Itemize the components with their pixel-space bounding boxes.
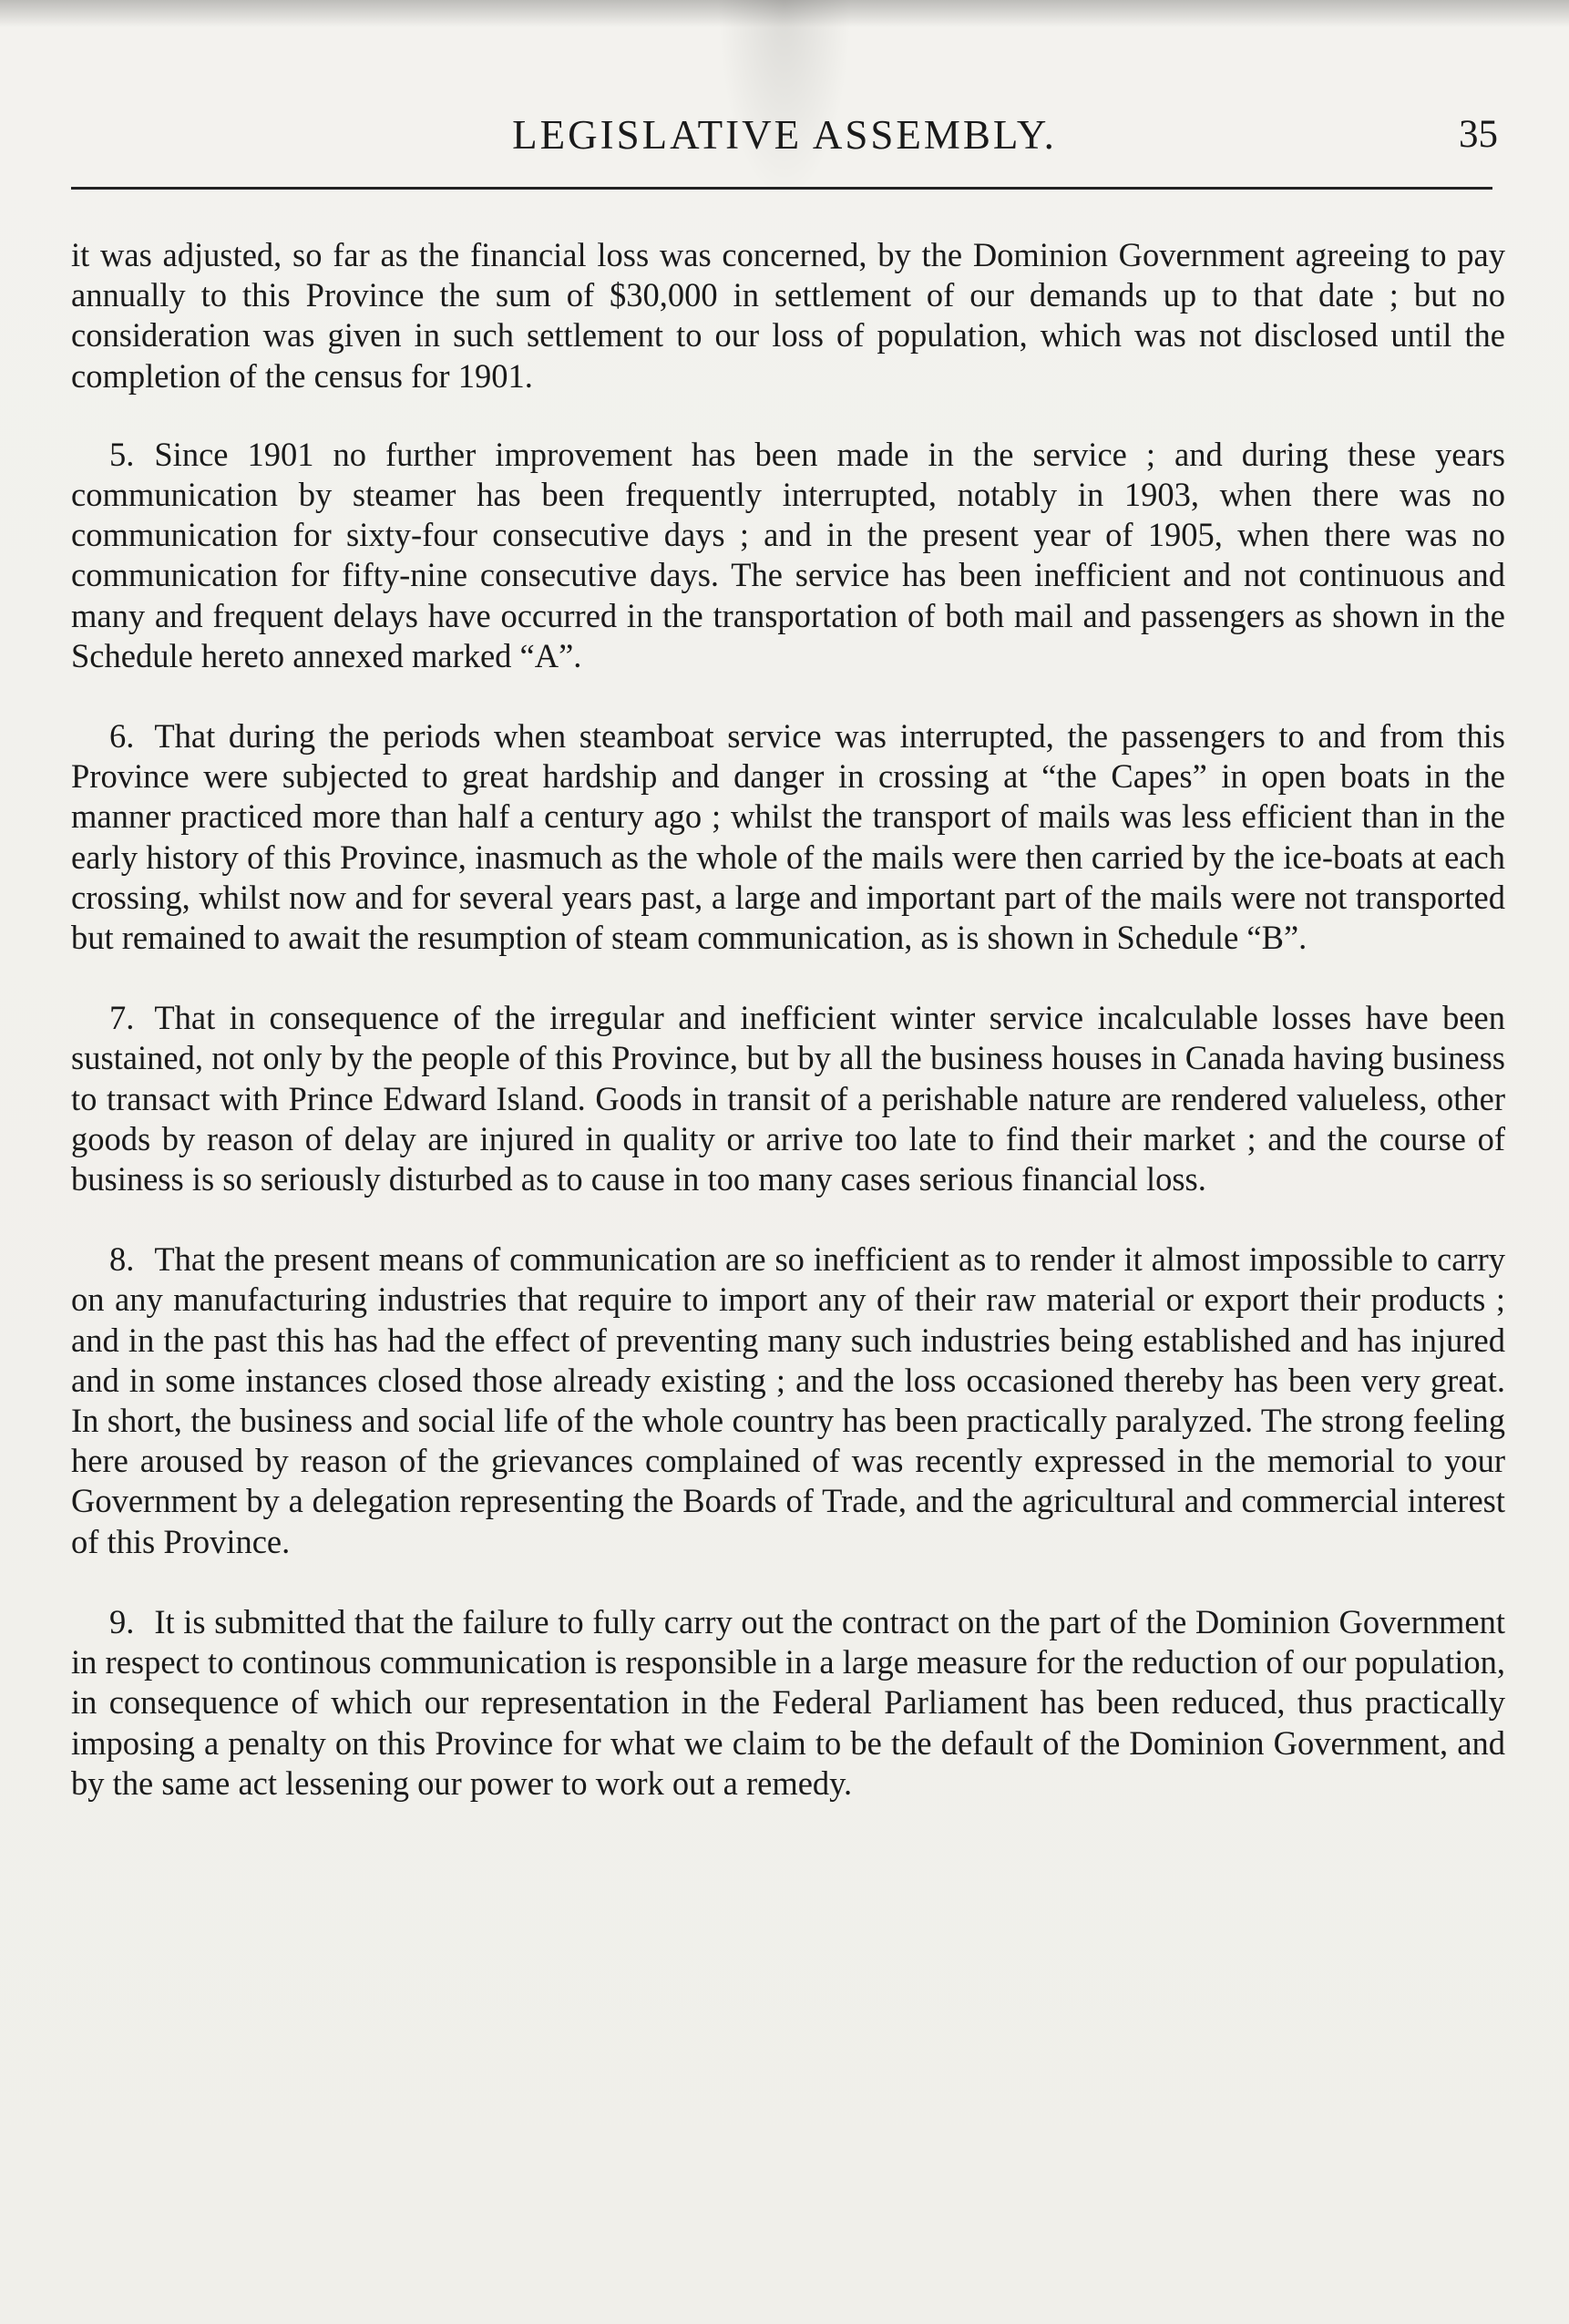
paragraph-9 <box>71 1602 1505 1804</box>
paragraph-number: 7. <box>109 999 135 1037</box>
paragraph-text: That the present means of communication are so inefficient as to render it almost impossible to carry on any manufacturing industries that require to import any of their raw material or export their products ; and in the past this has had the effect of preventing many such industries being established and has injured and in some instances closed those already existing ; and the loss occasioned thereby has been very great. In short, the business and social life of the whole country has been practically paralyzed. The strong feeling here aroused by reason of the grievances complained of was recently expressed in the memorial to your Government by a delegation representing the Boards of Trade, and the agricultural and commercial interest of this Province. <box>71 1240 1505 1560</box>
page-top-shadow <box>0 0 1569 27</box>
paragraph-8 <box>71 1239 1505 1562</box>
paragraph-text: It is submitted that the failure to fully carry out the contract on the part of the Dominion Government in respect to continous communication is responsible in a large measure for the reduction of our population, in consequence of which our representation in the Federal Parliament has been reduced, thus practically imposing a penalty on this Province for what we claim to be the default of the Dominion Government, and by the same act lessening our power to work out a remedy. <box>71 1602 1505 1802</box>
page-number: 35 <box>1459 113 1498 156</box>
paragraph-number: 8. <box>109 1240 135 1279</box>
paragraph-number: 9. <box>109 1602 135 1640</box>
paragraph-intro <box>71 235 1505 396</box>
paragraph-7 <box>71 998 1505 1199</box>
paragraph-text: That in consequence of the irregular and inefficient winter service incalculable losses have been sustained, not only by the people of this Province, but by all the business houses in Canada having business to transact with Prince Edward Island. Goods in transit of a perishable nature are rendered valueless, other goods by reason of delay are injured in quality or arrive too late to find their market ; and the course of business is so seriously disturbed as to cause in too many cases serious financial loss. <box>71 999 1505 1198</box>
document-body <box>71 235 1505 1844</box>
paragraph-5 <box>71 435 1505 676</box>
paragraph-text: That during the periods when steamboat service was interrupted, the passengers to and from this Province were subjected to great hardship and danger in crossing at “the Capes” in open boats in the manner practiced more than half a century ago ; whilst the transport of mails was less efficient than in the early history of this Province, inasmuch as the whole of the mails were then carried by the ice-boats at each crossing, whilst now and for several years past, a large and important part of the mails were not transported but remained to await the resumption of steam communication, as is shown in Schedule “B”. <box>71 717 1505 957</box>
header-rule <box>71 187 1492 190</box>
paragraph-6 <box>71 716 1505 958</box>
paragraph-number: 6. <box>109 717 135 756</box>
paragraph-text: Since 1901 no further improvement has been made in the service ; and during these years communication by steamer has been frequently interrupted, notably in 1903, when there was no communication for sixty-four consecutive days ; and in the present year of 1905, when there was no communication for fifty-nine consecutive days. The service has been inefficient and not continuous and many and frequent delays have occurred in the transportation of both mail and passengers as shown in the Schedule hereto annexed marked “A”. <box>71 435 1505 674</box>
paragraph-text: it was adjusted, so far as the financial loss was concerned, by the Dominion Government agreeing to pay annually to this Province the sum of $30,000 in settlement of our demands up to that date ; but no consideration was given in such settlement to our loss of population, which was not disclosed until the completion of the census for 1901. <box>71 236 1505 395</box>
paragraph-number: 5. <box>109 435 135 473</box>
running-title: LEGISLATIVE ASSEMBLY. <box>512 112 1057 158</box>
page-header <box>0 108 1569 162</box>
